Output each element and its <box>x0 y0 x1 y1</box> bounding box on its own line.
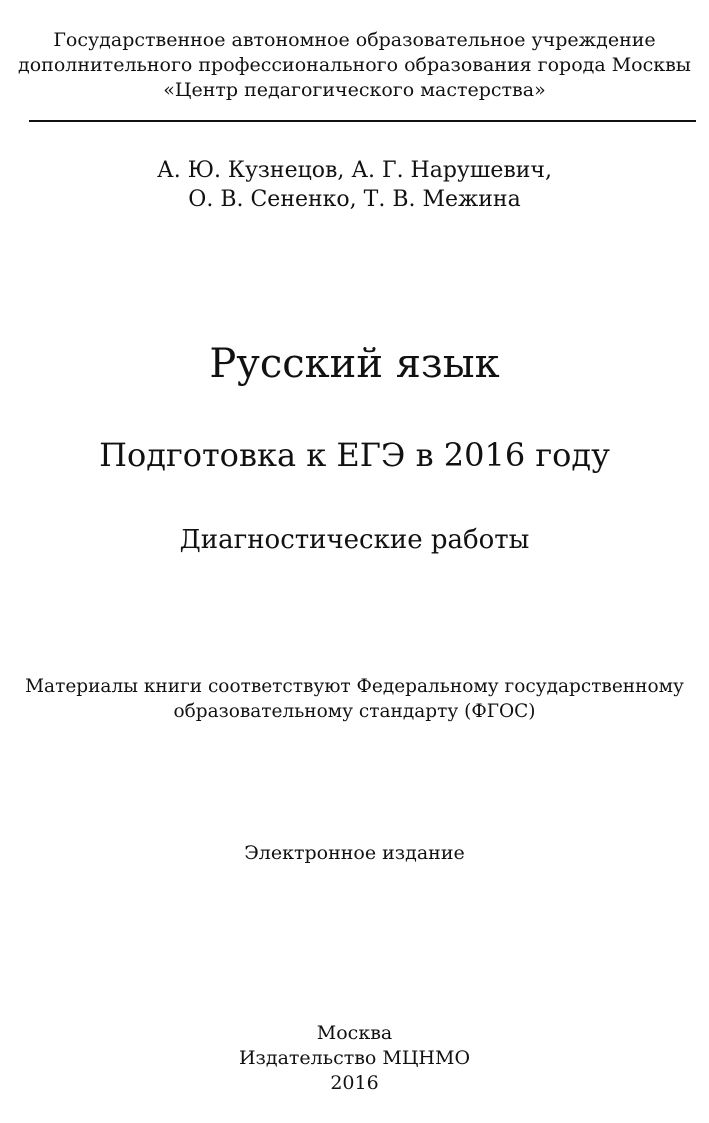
institution-header <box>0 28 709 103</box>
authors <box>0 156 709 214</box>
standard-note-line-2: образовательному стандарту (ФГОС) <box>173 701 536 722</box>
edition-label: Электронное издание <box>244 842 465 864</box>
institution-line-3: «Центр педагогического мастерства» <box>163 79 546 101</box>
standard-note-line-1: Материалы книги соответствуют Федеральному государственному <box>25 676 684 697</box>
authors-line-1: А. Ю. Кузнецов, А. Г. Нарушевич, <box>157 158 552 183</box>
imprint <box>0 1021 709 1096</box>
imprint-publisher: Издательство МЦНМО <box>238 1047 471 1069</box>
header-divider <box>29 120 696 122</box>
institution-line-1: Государственное автономное образовательное учреждение <box>53 29 656 51</box>
authors-line-2: О. В. Сененко, Т. В. Межина <box>188 187 521 212</box>
imprint-city: Москва <box>316 1022 393 1044</box>
imprint-year: 2016 <box>330 1072 379 1094</box>
book-title: Русский язык <box>209 341 500 387</box>
standard-note <box>0 674 709 724</box>
book-subsubtitle: Диагностические работы <box>179 525 530 555</box>
institution-line-2: дополнительного профессионального образования города Москвы <box>18 54 691 76</box>
book-subtitle: Подготовка к ЕГЭ в 2016 году <box>99 436 610 474</box>
